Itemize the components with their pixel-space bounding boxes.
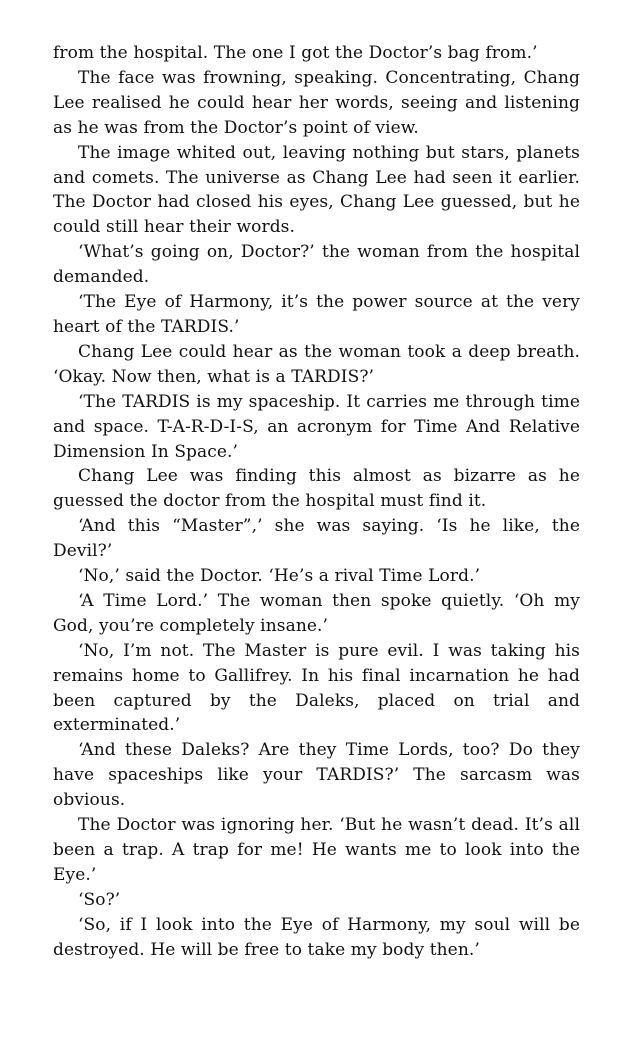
paragraph-1: from the hospital. The one I got the Doctor’s bag from.’ [53, 43, 538, 63]
paragraph-2: The face was frowning, speaking. Concentrating, Chang Lee realised he could hear her words, seeing and listening as he was from the Doctor’s point of view. [53, 67, 580, 138]
book-page [53, 41, 580, 963]
paragraph-14: The Doctor was ignoring her. ‘But he wasn’t dead. It’s all been a trap. A trap for me! He wants me to look into the Eye.’ [53, 815, 580, 885]
paragraph-12: ‘No, I’m not. The Master is pure evil. I was taking his remains home to Gallifrey. In his final incarnation he had been captured by the Daleks, placed on trial and exterminated.’ [53, 640, 580, 736]
paragraph-8: Chang Lee was finding this almost as bizarre as he guessed the doctor from the hospital must find it. [53, 466, 580, 512]
paragraph-5: ‘The Eye of Harmony, it’s the power source at the very heart of the TARDIS.’ [53, 292, 580, 337]
paragraph-16: ‘So, if I look into the Eye of Harmony, my soul will be destroyed. He will be free to take my body then.’ [53, 914, 580, 960]
paragraph-6: Chang Lee could hear as the woman took a deep breath. ‘Okay. Now then, what is a TARDIS?’ [53, 341, 580, 387]
paragraph-3: The image whited out, leaving nothing but stars, planets and comets. The universe as Chang Lee had seen it earlier. The Doctor had closed his eyes, Chang Lee guessed, but he could still hear their words. [53, 142, 580, 238]
paragraph-10: ‘No,’ said the Doctor. ‘He’s a rival Time Lord.’ [78, 566, 481, 587]
paragraph-15: ‘So?’ [78, 889, 121, 910]
paragraph-7: ‘The TARDIS is my spaceship. It carries me through time and space. T-A-R-D-I-S, an acronym for Time And Relative Dimension In Space.’ [53, 391, 580, 462]
paragraph-13: ‘And these Daleks? Are they Time Lords, too? Do they have spaceships like your TARDIS?’ The sarcasm was obvious. [53, 740, 580, 811]
paragraph-11: ‘A Time Lord.’ The woman then spoke quietly. ‘Oh my God, you’re completely insane.’ [53, 590, 580, 636]
paragraph-4: ‘What’s going on, Doctor?’ the woman from the hospital demanded. [53, 242, 580, 288]
paragraph-9: ‘And this “Master”,’ she was saying. ‘Is he like, the Devil?’ [53, 516, 580, 562]
